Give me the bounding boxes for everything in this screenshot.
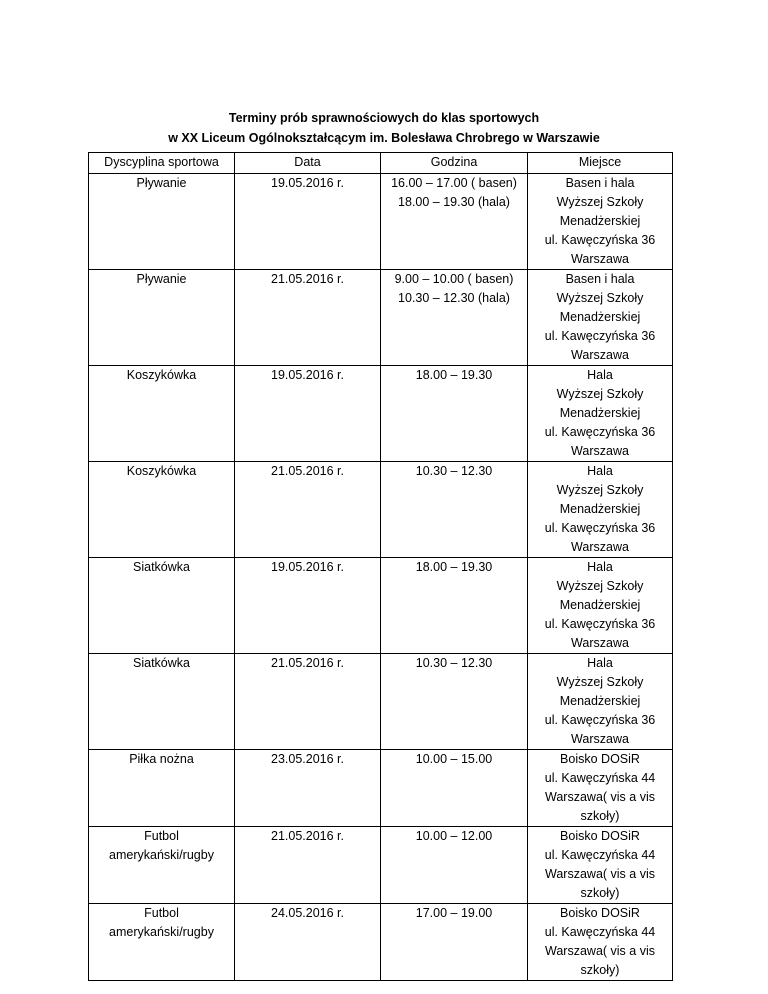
title-line-1: Terminy prób sprawnościowych do klas sportowych (228, 111, 540, 125)
time-text: 16.00 – 17.00 ( basen) (391, 176, 517, 190)
discipline-text: Koszykówka (126, 464, 197, 478)
place-text: Boisko DOSiR (560, 829, 640, 843)
discipline-text: Koszykówka (126, 368, 197, 382)
time-text: 10.00 – 12.00 (415, 829, 493, 843)
place-text: Hala (587, 560, 613, 574)
title-line-2: w XX Liceum Ogólnokształcącym im. Bolesława Chrobrego w Warszawie (168, 131, 600, 145)
place-text: Warszawa( vis a vis (545, 790, 655, 804)
place-text: ul. Kawęczyńska 36 (544, 521, 656, 535)
place-text: Menadżerskiej (559, 406, 641, 420)
time-text: 17.00 – 19.00 (415, 906, 493, 920)
cell-time (381, 654, 528, 750)
cell-place (528, 558, 673, 654)
place-text: Menadżerskiej (559, 694, 641, 708)
place-text: Wyższej Szkoły (556, 483, 644, 497)
table-row (89, 750, 673, 827)
place-text: Warszawa (571, 252, 629, 266)
cell-time (381, 827, 528, 904)
place-text: Menadżerskiej (559, 502, 641, 516)
place-text: Boisko DOSiR (560, 752, 640, 766)
cell-place (528, 270, 673, 366)
place-text: Boisko DOSiR (560, 906, 640, 920)
place-text: ul. Kawęczyńska 36 (544, 233, 656, 247)
place-text: ul. Kawęczyńska 44 (544, 925, 656, 939)
cell-time (381, 270, 528, 366)
place-text: Wyższej Szkoły (556, 387, 644, 401)
cell-date: 19.05.2016 r. (235, 366, 381, 462)
place-text: Warszawa (571, 348, 629, 362)
place-text: ul. Kawęczyńska 36 (544, 617, 656, 631)
cell-place (528, 750, 673, 827)
time-text: 10.30 – 12.30 (hala) (398, 291, 510, 305)
place-text: ul. Kawęczyńska 44 (544, 771, 656, 785)
cell-discipline (89, 270, 235, 366)
cell-time (381, 366, 528, 462)
table-row (89, 366, 673, 462)
cell-place (528, 174, 673, 270)
page-title (0, 108, 768, 148)
place-text: Warszawa (571, 444, 629, 458)
discipline-text: amerykański/rugby (109, 848, 214, 862)
cell-place (528, 827, 673, 904)
discipline-text: Siatkówka (133, 656, 190, 670)
table-row (89, 174, 673, 270)
place-text: Hala (587, 464, 613, 478)
place-text: Hala (587, 656, 613, 670)
cell-discipline (89, 462, 235, 558)
time-text: 18.00 – 19.30 (hala) (398, 195, 510, 209)
cell-place (528, 904, 673, 981)
place-text: szkoły) (580, 809, 620, 823)
place-text: ul. Kawęczyńska 36 (544, 713, 656, 727)
header-date: Data (235, 153, 381, 174)
table-row (89, 558, 673, 654)
table-row (89, 904, 673, 981)
place-text: Warszawa (571, 540, 629, 554)
table-row (89, 654, 673, 750)
place-text: Warszawa( vis a vis (545, 867, 655, 881)
cell-discipline (89, 750, 235, 827)
schedule-table (88, 152, 673, 981)
cell-place (528, 654, 673, 750)
discipline-text: Futbol (144, 829, 179, 843)
table-row (89, 270, 673, 366)
header-discipline: Dyscyplina sportowa (89, 153, 235, 174)
cell-discipline (89, 654, 235, 750)
place-text: ul. Kawęczyńska 36 (544, 425, 656, 439)
table-header-row (89, 153, 673, 174)
cell-time (381, 558, 528, 654)
place-text: Menadżerskiej (559, 310, 641, 324)
place-text: Wyższej Szkoły (556, 291, 644, 305)
place-text: Warszawa( vis a vis (545, 944, 655, 958)
place-text: szkoły) (580, 963, 620, 977)
place-text: Wyższej Szkoły (556, 675, 644, 689)
cell-discipline (89, 558, 235, 654)
table-row (89, 827, 673, 904)
place-text: ul. Kawęczyńska 36 (544, 329, 656, 343)
discipline-text: Pływanie (136, 176, 187, 190)
discipline-text: Siatkówka (133, 560, 190, 574)
time-text: 10.30 – 12.30 (415, 464, 493, 478)
time-text: 18.00 – 19.30 (415, 560, 493, 574)
cell-time (381, 462, 528, 558)
cell-time (381, 904, 528, 981)
cell-date: 19.05.2016 r. (235, 174, 381, 270)
place-text: Menadżerskiej (559, 214, 641, 228)
place-text: Basen i hala (565, 272, 635, 286)
cell-date: 21.05.2016 r. (235, 654, 381, 750)
discipline-text: Futbol (144, 906, 179, 920)
cell-discipline (89, 366, 235, 462)
table-body (89, 174, 673, 981)
discipline-text: amerykański/rugby (109, 925, 214, 939)
time-text: 10.00 – 15.00 (415, 752, 493, 766)
cell-time (381, 750, 528, 827)
cell-date: 21.05.2016 r. (235, 270, 381, 366)
cell-discipline (89, 904, 235, 981)
discipline-text: Piłka nożna (129, 752, 194, 766)
table-row (89, 462, 673, 558)
place-text: Warszawa (571, 732, 629, 746)
time-text: 9.00 – 10.00 ( basen) (394, 272, 514, 286)
time-text: 10.30 – 12.30 (415, 656, 493, 670)
cell-time (381, 174, 528, 270)
cell-date: 23.05.2016 r. (235, 750, 381, 827)
cell-place (528, 462, 673, 558)
header-place: Miejsce (528, 153, 673, 174)
cell-date: 24.05.2016 r. (235, 904, 381, 981)
time-text: 18.00 – 19.30 (415, 368, 493, 382)
cell-discipline (89, 174, 235, 270)
place-text: Wyższej Szkoły (556, 195, 644, 209)
place-text: Warszawa (571, 636, 629, 650)
cell-place (528, 366, 673, 462)
place-text: Hala (587, 368, 613, 382)
cell-date: 19.05.2016 r. (235, 558, 381, 654)
place-text: ul. Kawęczyńska 44 (544, 848, 656, 862)
place-text: Menadżerskiej (559, 598, 641, 612)
header-time: Godzina (381, 153, 528, 174)
cell-date: 21.05.2016 r. (235, 827, 381, 904)
place-text: szkoły) (580, 886, 620, 900)
place-text: Wyższej Szkoły (556, 579, 644, 593)
cell-discipline (89, 827, 235, 904)
discipline-text: Pływanie (136, 272, 187, 286)
place-text: Basen i hala (565, 176, 635, 190)
cell-date: 21.05.2016 r. (235, 462, 381, 558)
